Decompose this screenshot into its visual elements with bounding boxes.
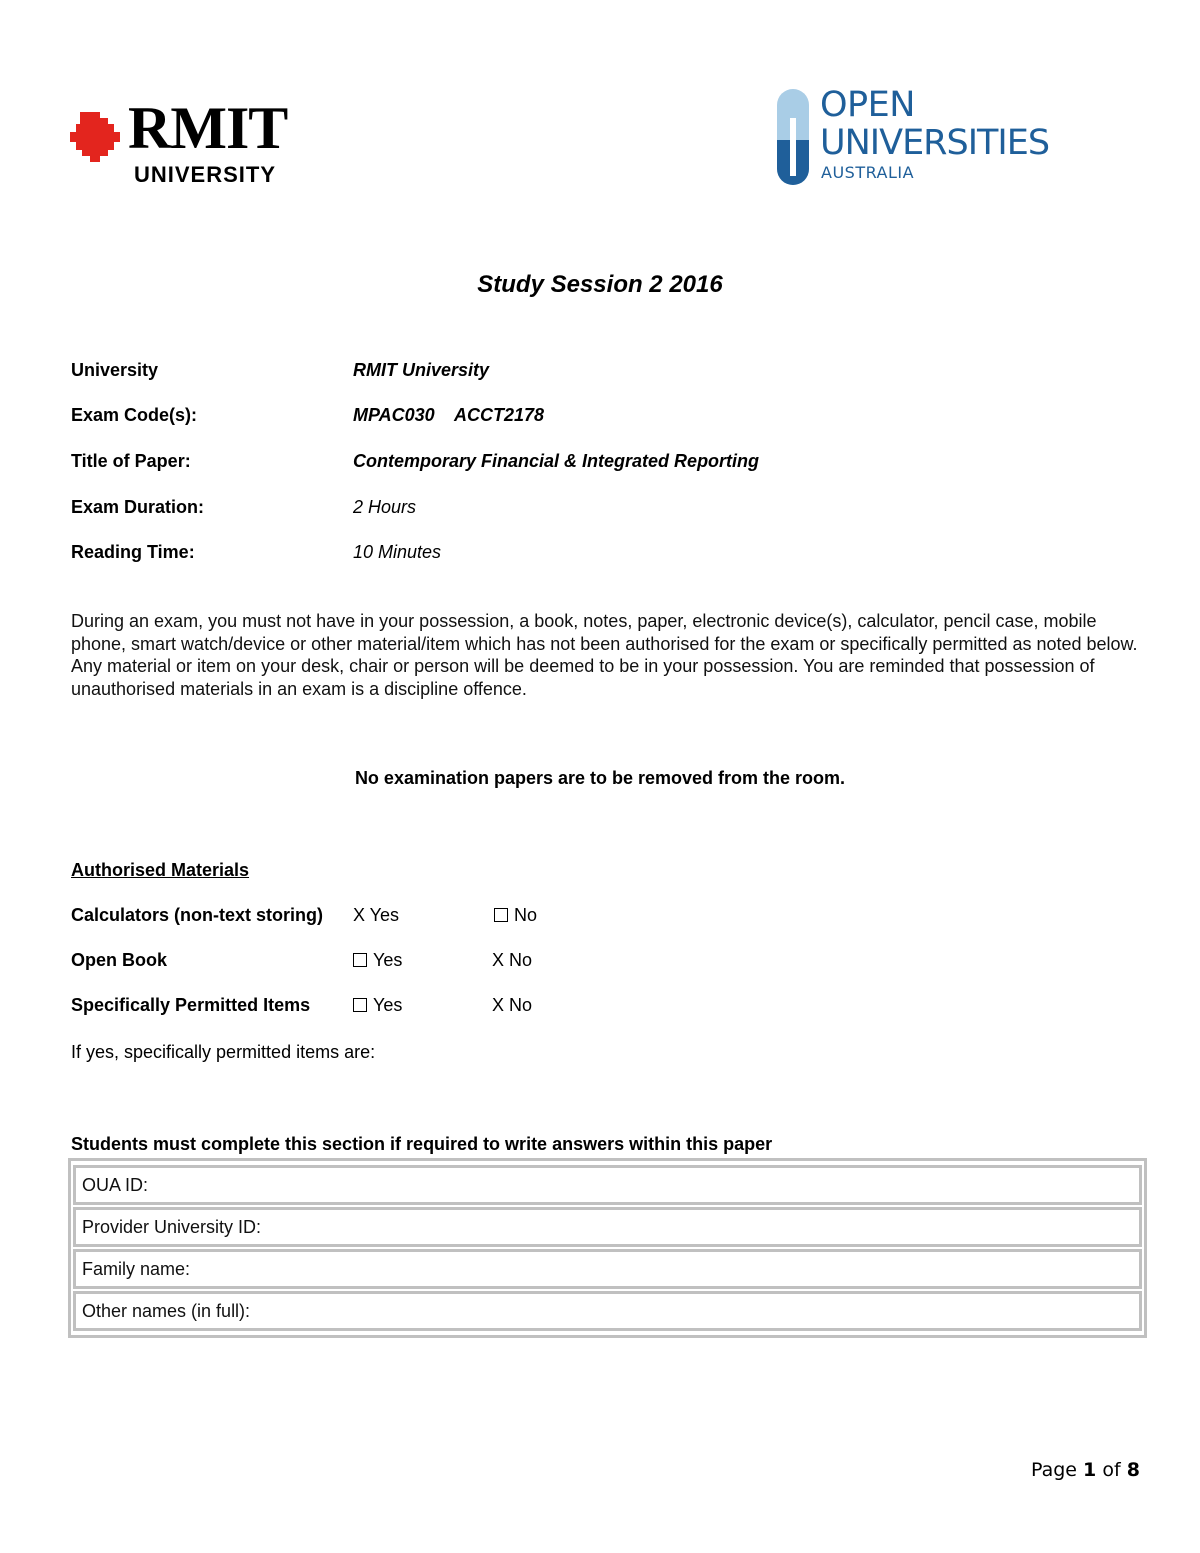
exam-code-value: MPAC030 ACCT2178 [353,405,545,425]
university-value: RMIT University [353,360,490,380]
checkbox-empty-icon [353,953,367,967]
open-book-label: Open Book [71,950,168,970]
session-title: Study Session 2 2016 [477,271,723,298]
possession-rules-paragraph: During an exam, you must not have in your possession, a book, notes, paper, electronic device(s), calculator, pencil case, mobile phone, smart watch/device or other material/item which has not been authorised for the exam or specifically permitted as noted below. Any material or item on your desk, chair or person will be deemed to be in your possession. You are reminded that possession of unauthorised materials in an exam is a discipline offence. [71,611,1138,699]
permitted-items-text: If yes, specifically permitted items are: [71,1042,376,1062]
open-book-no-option: X No [492,950,533,970]
rmit-pixel-mark-icon [70,112,120,162]
checkbox-empty-icon [494,908,508,922]
of-word: of [1102,1459,1121,1481]
oua-id-field[interactable]: OUA ID: [73,1165,1142,1205]
oua-line-universities: UNIVERSITIES [820,123,1050,163]
removal-notice: No examination papers are to be removed from the room. [354,768,846,788]
permitted-items-label: Specifically Permitted Items [71,995,311,1015]
rmit-logo [68,95,288,190]
university-label: University [71,360,159,380]
calculators-label: Calculators (non-text storing) [71,905,324,925]
authorised-materials-heading: Authorised Materials [71,860,250,880]
open-book-yes-option: Yes [353,950,402,971]
permitted-items-yes-option: Yes [353,995,402,1016]
oua-line-australia: AUSTRALIA [821,163,915,182]
rmit-subtitle: UNIVERSITY [134,162,277,187]
student-section-heading: Students must complete this section if required to write answers within this paper [71,1134,773,1154]
oua-logo [776,85,1076,188]
oua-line-open: OPEN [820,85,915,125]
provider-university-id-field[interactable]: Provider University ID: [73,1207,1142,1247]
reading-time-label: Reading Time: [71,542,195,562]
permitted-items-no-option: X No [492,995,533,1015]
exam-duration-label: Exam Duration: [71,497,205,517]
family-name-field[interactable]: Family name: [73,1249,1142,1289]
calculators-no-option: No [494,905,537,926]
paper-title-label: Title of Paper: [71,451,191,471]
student-details-table [68,1158,1147,1338]
rmit-wordmark: RMIT [128,95,288,161]
page-word: Page [1031,1459,1077,1481]
paper-title-value: Contemporary Financial & Integrated Reporting [353,451,760,471]
exam-code-label: Exam Code(s): [71,405,198,425]
total-pages: 8 [1126,1459,1140,1481]
oua-capsule-icon [776,88,810,186]
exam-duration-value: 2 Hours [353,497,417,517]
other-names-field[interactable]: Other names (in full): [73,1291,1142,1331]
current-page: 1 [1083,1459,1097,1481]
page-number [1031,1459,1140,1481]
checkbox-empty-icon [353,998,367,1012]
reading-time-value: 10 Minutes [353,542,442,562]
calculators-yes-option: X Yes [353,905,400,925]
